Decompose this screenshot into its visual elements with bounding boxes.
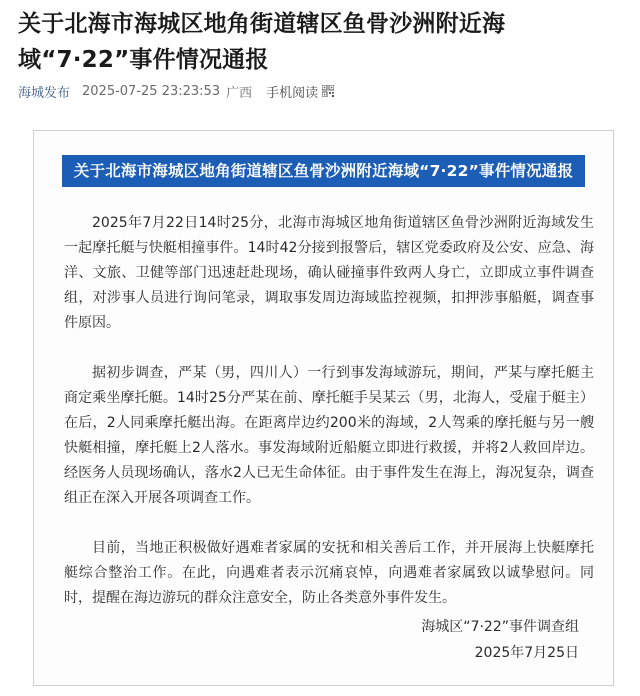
page-title: 关于北海市海城区地角街道辖区鱼骨沙洲附近海域“7·22”事件情况通报 bbox=[18, 11, 506, 73]
notice-banner-title: 关于北海市海城区地角街道辖区鱼骨沙洲附近海域“7·22”事件情况通报 bbox=[62, 155, 585, 187]
notice-image bbox=[33, 130, 614, 686]
mobile-read-label: 手机阅读 bbox=[266, 85, 319, 101]
notice-body bbox=[64, 211, 594, 636]
notice-paragraph-3: 目前，当地正积极做好遇难者家属的安抚和相关善后工作，并开展海上快艇摩托艇综合整治工作。在此，向遇难者表示沉痛哀悼，向遇难者家属致以诚挚慰问。同时，提醒在海边游玩的群众注意安全，防止各类意外事件发生。 bbox=[64, 540, 594, 606]
notice-paragraph-2: 据初步调查，严某（男，四川人）一行到事发海域游玩，期间，严某与摩托艇主商定乘坐摩托艇。14时25分严某在前、摩托艇手吴某云（男，北海人，受雇于艇主）在后，2人同乘摩托艇出海。在距离岸边约200米的海域，2人驾乘的摩托艇与另一艘快艇相撞，摩托艇上2人落水。事发海域附近船艇立即进行救援，并将2人救回岸边。经医务人员现场确认，落水2人已无生命体征。由于事件发生在海上，海况复杂，调查组正在深入开展各项调查工作。 bbox=[64, 365, 594, 506]
qr-code-icon bbox=[322, 85, 334, 97]
publish-time: 2025-07-25 23:23:53 bbox=[82, 83, 221, 99]
region-label: 广西 bbox=[226, 85, 253, 101]
mobile-read-button[interactable] bbox=[266, 82, 334, 101]
source-link[interactable]: 海城发布 bbox=[18, 85, 71, 101]
notice-paragraph-1: 2025年7月22日14时25分，北海市海城区地角街道辖区鱼骨沙洲附近海域发生一起摩托艇与快艇相撞事件。14时42分接到报警后，辖区党委政府及公安、应急、海洋、文旅、卫健等部门迅速赶赴现场，确认碰撞事件致两人身亡，立即成立事件调查组，对涉事人员进行询问笔录，调取事发周边海域监控视频，扣押涉事船艇，调查事件原因。 bbox=[64, 215, 594, 331]
signature-org: 海城区“7·22”事件调查组 bbox=[421, 619, 579, 635]
signature-date: 2025年7月25日 bbox=[474, 645, 579, 661]
article-meta bbox=[18, 80, 334, 102]
